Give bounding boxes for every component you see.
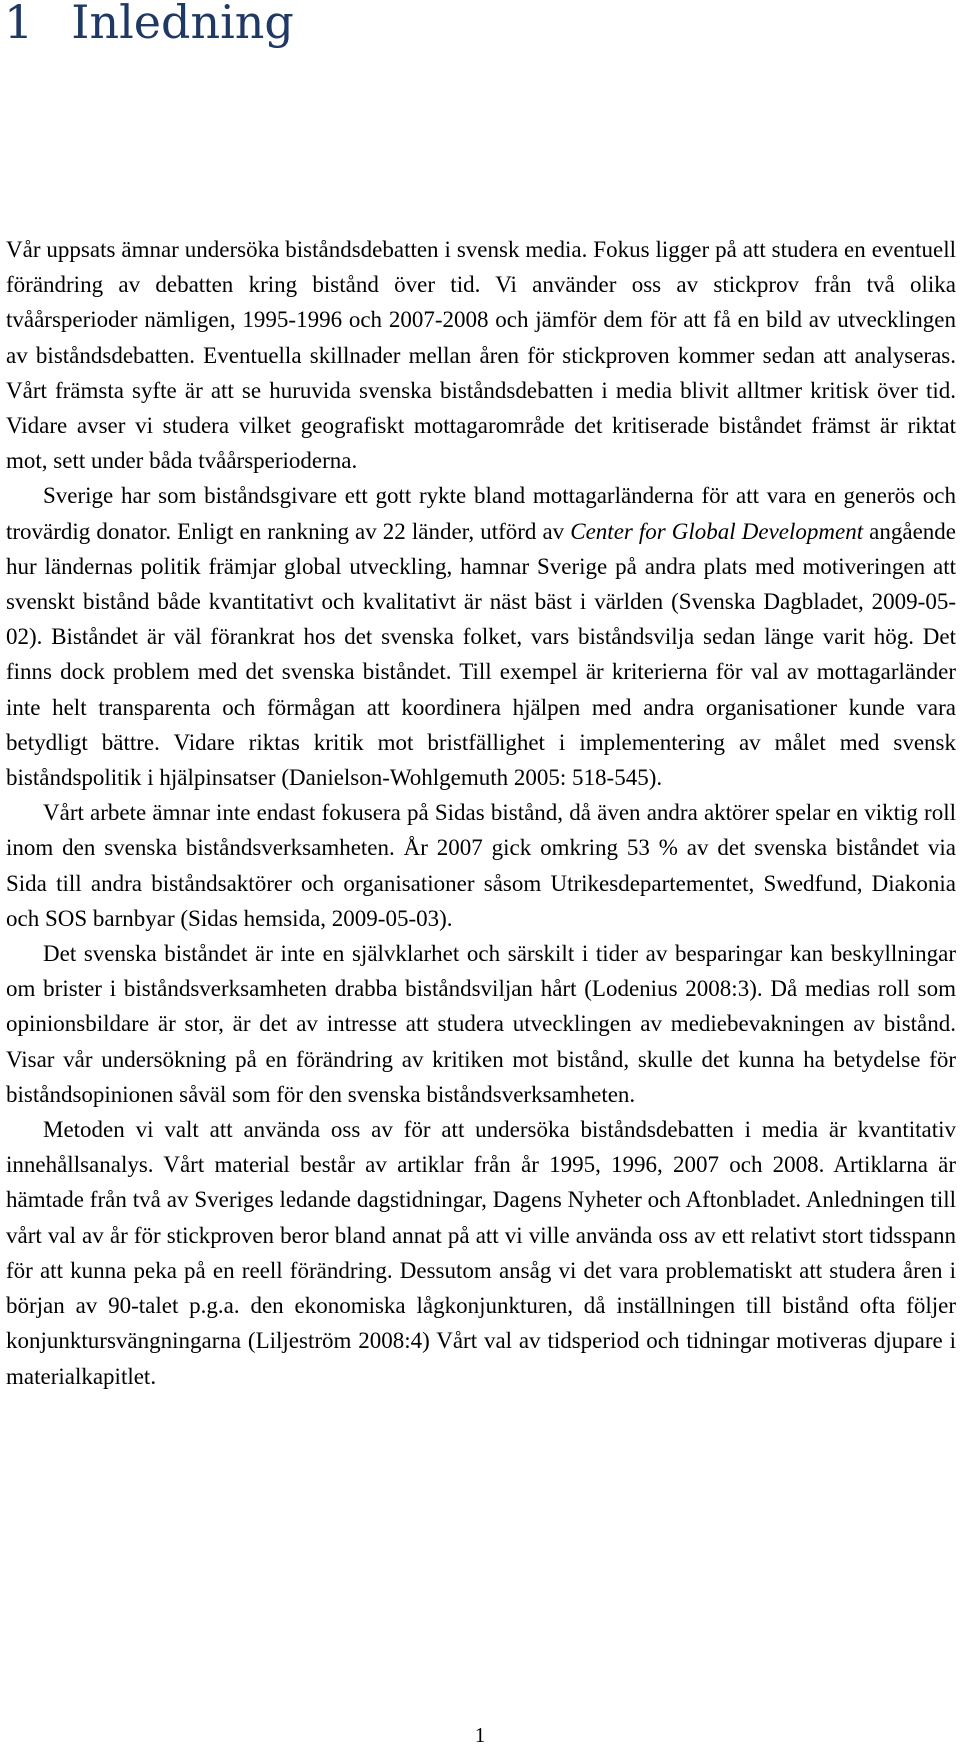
paragraph-reputation-lead: Sverige har som biståndsgivare ett gott rykte bland mottagarländerna för att vara en generös och trovärdig donator. Enligt en rankning av 22 länder, utförd av	[6, 483, 956, 544]
organization-name: Center for Global Development	[570, 518, 864, 544]
body-text	[6, 232, 956, 1394]
paragraph-reputation	[6, 478, 956, 795]
paragraph-actors: Vårt arbete ämnar inte endast fokusera på Sidas bistånd, då även andra aktörer spelar en viktig roll inom den svenska biståndsverksamheten. År 2007 gick omkring 53 % av det svenska biståndet via Sida till andra biståndsaktörer och organisationer såsom Utrikesdepartementet, Swedfund, Diakonia och SOS barnbyar (Sidas hemsida, 2009-05-03).	[6, 800, 956, 931]
paragraph-method: Metoden vi valt att använda oss av för att undersöka biståndsdebatten i media är kvantitativ innehållsanalys. Vårt material består av artiklar från år 1995, 1996, 2007 och 2008. Artiklarna är hämtade från två av Sveriges ledande dagstidningar, Dagens Nyheter och Aftonbladet. Anledningen till vårt val av år för stickproven beror bland annat på att vi ville använda oss av ett relativt stort tidsspann för att kunna peka på en reell förändring. Dessutom ansåg vi det vara problematiskt att studera åren i början av 90-talet p.g.a. den ekonomiska lågkonjunkturen, då inställningen till bistånd ofta följer konjunktursvängningarna (Liljeström 2008:4) Vårt val av tidsperiod och tidningar motiveras djupare i materialkapitlet.	[6, 1117, 956, 1389]
paragraph-relevance: Det svenska biståndet är inte en självklarhet och särskilt i tider av besparingar kan beskyllningar om brister i biståndsverksamheten drabba biståndsviljan hårt (Lodenius 2008:3). Då medias roll som opinionsbildare är stor, är det av intresse att studera utvecklingen av mediebevakningen av bistånd. Visar vår undersökning på en förändring av kritiken mot bistånd, skulle det kunna ha betydelse för biståndsopinionen såväl som för den svenska biståndsverksamheten.	[6, 941, 956, 1107]
chapter-heading	[4, 0, 294, 58]
paragraph-purpose: Vår uppsats ämnar undersöka biståndsdebatten i svensk media. Fokus ligger på att studera en eventuell förändring av debatten kring bistånd över tid. Vi använder oss av stickprov från två olika tvåårsperioder nämligen, 1995-1996 och 2007-2008 och jämför dem för att få en bild av utvecklingen av biståndsdebatten. Eventuella skillnader mellan åren för stickproven kommer sedan att analyseras. Vårt främsta syfte är att se huruvida svenska biståndsdebatten i media blivit alltmer kritisk över tid. Vidare avser vi studera vilket geografiskt mottagarområde det kritiserade biståndet främst är riktat mot, sett under båda tvåårsperioderna.	[6, 237, 956, 474]
paragraph-reputation-rest: angående hur ländernas politik främjar global utveckling, hamnar Sverige på andra plats med motiveringen att svenskt bistånd både kvantitativt och kvalitativt är näst bäst i världen (Svenska Dagbladet, 2009-05-02). Biståndet är väl förankrat hos det svenska folket, vars biståndsvilja sedan länge varit hög. Det finns dock problem med det svenska biståndet. Till exempel är kriterierna för val av mottagarländer inte helt transparenta och förmågan att koordinera hjälpen med andra organisationer kunde vara betydligt bättre. Vidare riktas kritik mot bristfällighet i implementering av målet med svensk biståndspolitik i hjälpinsatser (Danielson-Wohlgemuth 2005: 518-545).	[6, 518, 956, 791]
chapter-number: 1	[4, 0, 34, 49]
page-number: 1	[474, 1723, 486, 1747]
chapter-title: Inledning	[71, 0, 294, 49]
